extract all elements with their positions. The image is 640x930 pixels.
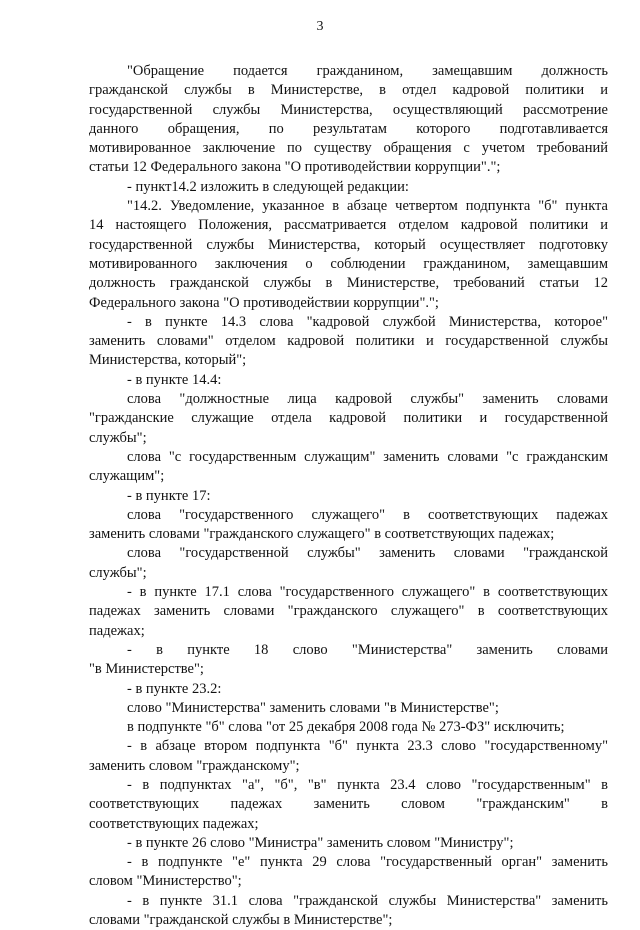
- paragraph-line: статьи 12 Федерального закона "О противодействии коррупции".";: [89, 159, 501, 176]
- paragraph-line: - в пункте 14.3 слова "кадровой службой Министерства, которое": [127, 313, 608, 330]
- paragraph-line: "Обращение подается гражданином, замещавшим должность: [127, 63, 608, 79]
- paragraph-line: Министерства, который";: [89, 352, 247, 369]
- paragraph-line: слова "государственной службы" заменить словами "гражданской: [127, 545, 608, 562]
- paragraph-line: соответствующих падежах;: [89, 815, 259, 832]
- paragraph: [89, 371, 608, 390]
- paragraph-line: - в подпункте "е" пункта 29 слова "государственный орган" заменить: [127, 854, 608, 871]
- paragraph: [89, 834, 608, 853]
- paragraph: [89, 62, 608, 178]
- paragraph-line: в подпункте "б" слова "от 25 декабря 2008 года № 273-ФЗ" исключить;: [127, 719, 565, 736]
- paragraph-line: службы";: [89, 429, 147, 446]
- paragraph: [89, 853, 608, 892]
- paragraph-line: заменить словами" отделом кадровой политики и государственной службы: [89, 333, 608, 350]
- paragraph-line: мотивированное заключение по существу обращения с учетом требований: [89, 140, 608, 157]
- paragraph-line: служащим";: [89, 468, 165, 485]
- paragraph-line: словами "гражданской службы в Министерстве";: [89, 912, 393, 929]
- paragraph: [89, 892, 608, 930]
- paragraph-line: - в пункте 14.4:: [127, 371, 222, 388]
- paragraph-line: мотивированного заключения о соблюдении гражданином, замещавшим: [89, 255, 608, 272]
- paragraph-line: службы";: [89, 564, 147, 581]
- paragraph: [89, 544, 608, 583]
- paragraph-line: государственной службы Министерства, осуществляющий рассмотрение: [89, 101, 608, 118]
- paragraph-line: - в подпунктах "а", "б", "в" пункта 23.4 слово "государственным" в: [127, 776, 608, 793]
- paragraph-line: данного обращения, по результатам которого подготавливается: [89, 120, 608, 137]
- paragraph-line: 14 настоящего Положения, рассматривается отделом кадровой политики и: [89, 217, 608, 234]
- paragraph: [89, 313, 608, 371]
- paragraph: [89, 641, 608, 680]
- paragraph-line: - в пункте 31.1 слова "гражданской службы Министерства" заменить: [127, 892, 608, 909]
- paragraph-line: - в пункте 17:: [127, 487, 211, 504]
- paragraph: [89, 178, 608, 197]
- paragraph: [89, 776, 608, 834]
- paragraph-line: - в пункте 17.1 слова "государственного служащего" в соответствующих: [127, 584, 608, 601]
- paragraph-line: должность гражданской службы в Министерстве, требований статьи 12: [89, 275, 608, 292]
- paragraph-line: - в пункте 18 слово "Министерства" заменить словами: [127, 641, 608, 658]
- paragraph: [89, 390, 608, 448]
- paragraph-line: заменить словами "гражданского служащего" в соответствующих падежах;: [89, 526, 555, 543]
- page-number: 3: [316, 19, 324, 34]
- paragraph-line: слова "должностные лица кадровой службы" заменить словами: [127, 391, 608, 408]
- paragraph: [89, 197, 608, 313]
- paragraph: [89, 680, 608, 699]
- paragraph: [89, 718, 608, 737]
- paragraph-line: падежах заменить словами "гражданского служащего" в соответствующих: [89, 603, 608, 620]
- paragraph-line: слова "государственного служащего" в соответствующих падежах: [127, 506, 608, 523]
- paragraph-line: - в пункте 26 слово "Министра" заменить словом "Министру";: [127, 834, 514, 851]
- paragraph-line: - в пункте 23.2:: [127, 680, 222, 697]
- paragraph: [89, 487, 608, 506]
- paragraph: [89, 448, 608, 487]
- paragraph: [89, 699, 608, 718]
- paragraph-line: "гражданские служащие отдела кадровой политики и государственной: [89, 410, 608, 427]
- paragraph-line: гражданской службы в Министерстве, в отдел кадровой политики и: [89, 82, 608, 99]
- paragraph-line: слова "с государственным служащим" заменить словами "с гражданским: [127, 448, 608, 465]
- paragraph-line: "в Министерстве";: [89, 661, 204, 678]
- paragraph-line: "14.2. Уведомление, указанное в абзаце четвертом подпункта "б" пункта: [127, 198, 608, 215]
- paragraph-line: слово "Министерства" заменить словами "в Министерстве";: [127, 699, 499, 716]
- paragraph: [89, 583, 608, 641]
- paragraph-line: падежах;: [89, 622, 145, 639]
- paragraph: [89, 506, 608, 545]
- paragraph-line: - пункт14.2 изложить в следующей редакции:: [127, 178, 409, 195]
- paragraph-line: Федерального закона "О противодействии коррупции".";: [89, 294, 439, 311]
- paragraph-line: заменить словом "гражданскому";: [89, 757, 300, 774]
- paragraph-line: государственной службы Министерства, который осуществляет подготовку: [89, 236, 608, 253]
- paragraph-line: словом "Министерство";: [89, 873, 242, 890]
- document-body: [89, 62, 608, 930]
- paragraph-line: соответствующих падежах заменить словом "гражданским" в: [89, 796, 608, 813]
- paragraph: [89, 737, 608, 776]
- paragraph-line: - в абзаце втором подпункта "б" пункта 23.3 слово "государственному": [127, 738, 608, 755]
